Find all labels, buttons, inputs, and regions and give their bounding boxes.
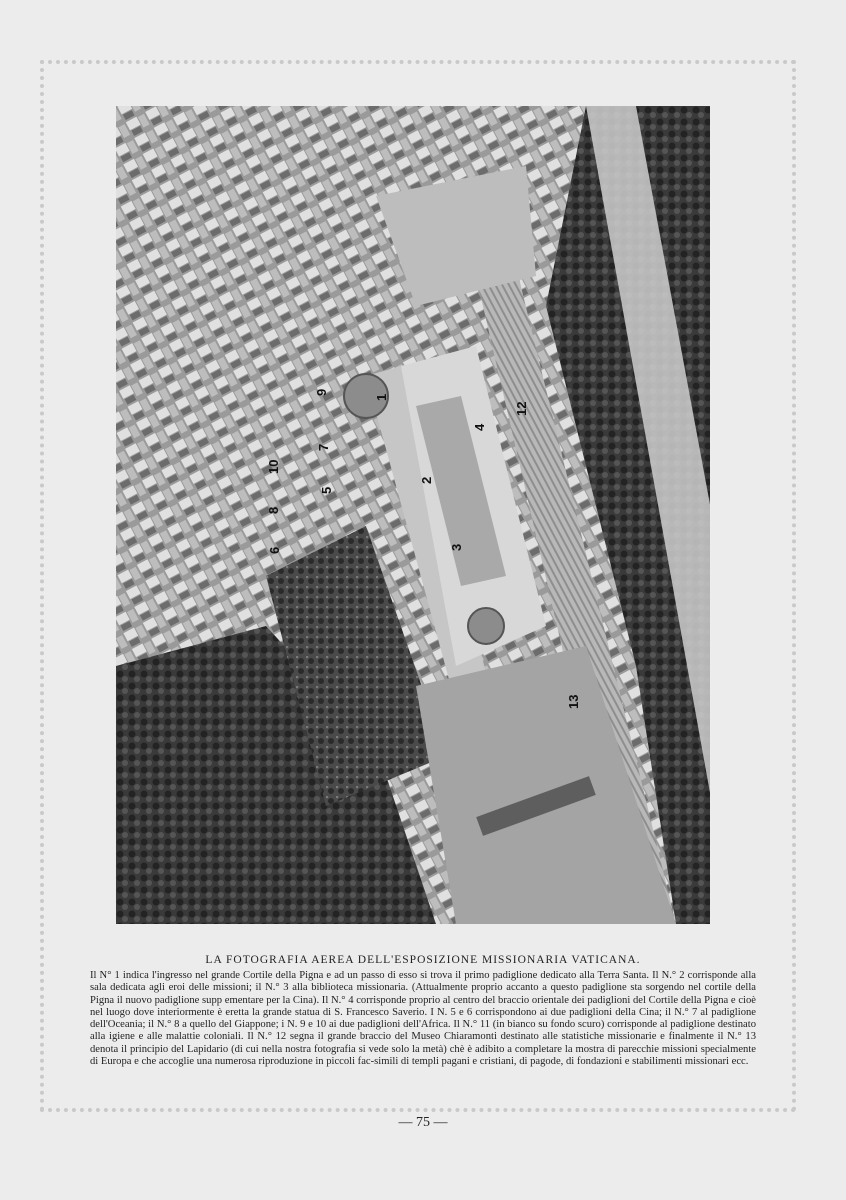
- area-label-4: 4: [472, 423, 487, 431]
- page-number: — 75 —: [398, 1115, 448, 1130]
- area-label-9: 9: [314, 388, 329, 396]
- area-label-12: 12: [514, 401, 529, 416]
- area-label-13: 13: [566, 694, 581, 709]
- area-label-7: 7: [316, 443, 331, 451]
- area-label-5: 5: [319, 486, 334, 494]
- area-label-10: 10: [266, 459, 281, 474]
- aerial-photograph: [116, 106, 710, 924]
- area-label-2: 2: [419, 476, 434, 484]
- caption-title: LA FOTOGRAFIA AEREA DELL'ESPOSIZIONE MISSIONARIA VATICANA.: [205, 954, 641, 966]
- area-label-1: 1: [374, 393, 389, 401]
- area-label-6: 6: [267, 546, 282, 554]
- caption-body: Il N° 1 indica l'ingresso nel grande Cortile della Pigna e ad un passo di esso si trova il primo padiglione dedicato alla Terra Santa. Il N.° 2 corrisponde alla sala dedicata agli eroi delle missioni; il N.° 3 alla biblioteca missionaria. (Attualmente proprio accanto a questo padiglione sta sorgendo nel cortile della Pigna il nuovo padiglione supp ementare per la Cina). Il N.° 4 corrisponde proprio al centro del braccio orientale dei padiglioni del Cortile della Pigna e cioè nel luogo dove interiormente è eretta la grande statua di S. Francesco Saverio. I N. 5 e 6 corrispondono ai due padiglioni della Cina; il N.° 7 al padiglione dell'Oceania; il N.° 8 a quello del Giappone; i N. 9 e 10 ai due padiglioni dell'Africa. Il N.° 11 (in bianco su fondo scuro) corrisponde al padiglione destinato alla igiene e alle malattie coloniali. Il N.° 12 segna il grande braccio del Museo Chiaramonti destinato alle statistiche missionarie e finalmente il N.° 13 denota il principio del Lapidario (di cui nella nostra fotografia si vede solo la metà) chè è adibito a completare la mostra di parecchie missioni specialmente di Europa e che accoglie una numerosa riproduzione in piccoli fac-simili di templi pagani e cristiani, di pagode, di fondazioni e stabilimenti missionari ecc.: [90, 970, 756, 1068]
- area-label-8: 8: [266, 506, 281, 514]
- area-label-3: 3: [449, 543, 464, 551]
